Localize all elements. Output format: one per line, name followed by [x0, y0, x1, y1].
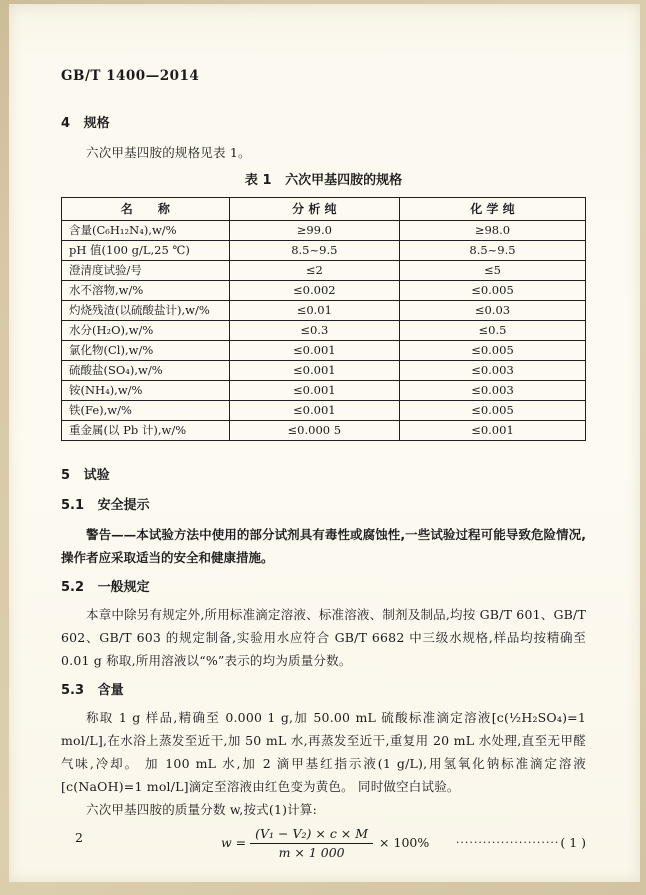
table-row: [62, 341, 586, 361]
formula-denominator: m × 1 000: [278, 845, 345, 860]
spec-analytical: ≤0.001: [229, 401, 399, 421]
spec-name: pH 值(100 g/L,25 ℃): [62, 241, 230, 261]
spec-name: 重金属(以 Pb 计),w/%: [62, 421, 230, 441]
table-row: [62, 241, 586, 261]
spec-chemical: ≤5: [399, 261, 585, 281]
spec-name: 氯化物(Cl),w/%: [62, 341, 230, 361]
spec-analytical: ≤0.001: [229, 381, 399, 401]
spec-analytical: ≤2: [229, 261, 399, 281]
spec-analytical: ≤0.002: [229, 281, 399, 301]
spec-analytical: 8.5~9.5: [229, 241, 399, 261]
formula-lhs: w =: [221, 835, 247, 850]
spec-analytical: ≤0.000 5: [229, 421, 399, 441]
spec-analytical: ≥99.0: [229, 221, 399, 241]
table-header-row: [62, 198, 586, 221]
section-5-1-heading: 5.1 安全提示: [61, 498, 150, 513]
spec-chemical: ≤0.003: [399, 361, 585, 381]
spec-analytical: ≤0.01: [229, 301, 399, 321]
column-header-name: 名 称: [62, 198, 230, 221]
general-provisions-paragraph: 本章中除另有规定外,所用标准滴定溶液、标准溶液、制剂及制品,均按 GB/T 601、GB/T 602、GB/T 603 的规定制备,实验用水应符合 GB/T 6682 中三级水规格,样品均按精确至 0.01 g 称取,所用溶液以“%”表示的均为质量分数。: [61, 607, 586, 668]
spec-chemical: ≥98.0: [399, 221, 585, 241]
spec-chemical: ≤0.03: [399, 301, 585, 321]
content-method-paragraph: 称取 1 g 样品,精确至 0.000 1 g,加 50.00 mL 硫酸标准滴定溶液[c(½H₂SO₄)=1 mol/L],在水浴上蒸发至近干,加 50 mL 水,再蒸发至近干,重复用 20 mL 水处理,直至无甲醛气味,冷却。 加 100 mL 水,加 2 滴甲基红指示液(1 g/L),用氢氧化钠标准滴定溶液[c(NaOH)=1 mol/L]滴定至溶液由红色变为黄色。 同时做空白试验。: [61, 710, 586, 794]
spec-name: 铵(NH₄),w/%: [62, 381, 230, 401]
table-row: [62, 221, 586, 241]
spec-analytical: ≤0.001: [229, 361, 399, 381]
formula-expression: [221, 825, 429, 860]
spec-chemical: ≤0.005: [399, 281, 585, 301]
page-number: 2: [75, 830, 83, 845]
page-content: [9, 4, 640, 882]
spec-analytical: ≤0.3: [229, 321, 399, 341]
spec-name: 澄清度试验/号: [62, 261, 230, 281]
formula-1: [61, 825, 586, 860]
document-page: [9, 4, 640, 882]
formula-multiplier: × 100%: [379, 835, 430, 850]
spec-chemical: ≤0.5: [399, 321, 585, 341]
section-4-intro: 六次甲基四胺的规格见表 1。: [86, 145, 251, 160]
table-row: [62, 261, 586, 281]
formula-equation-number: ( 1 ): [560, 835, 586, 850]
table-row: [62, 321, 586, 341]
standard-number-header: GB/T 1400—2014: [61, 68, 200, 84]
spec-name: 硫酸盐(SO₄),w/%: [62, 361, 230, 381]
table-row: [62, 301, 586, 321]
spec-analytical: ≤0.001: [229, 341, 399, 361]
spec-table: [61, 197, 586, 441]
section-5-heading: 5 试验: [61, 468, 110, 483]
column-header-chemical: 化 学 纯: [399, 198, 585, 221]
spec-chemical: ≤0.003: [399, 381, 585, 401]
spec-name: 水不溶物,w/%: [62, 281, 230, 301]
spec-chemical: 8.5~9.5: [399, 241, 585, 261]
formula-lead-in: 六次甲基四胺的质量分数 w,按式(1)计算:: [86, 802, 317, 817]
formula-fraction: [250, 825, 373, 860]
table-row: [62, 401, 586, 421]
spec-name: 含量(C₆H₁₂N₄),w/%: [62, 221, 230, 241]
table-row: [62, 381, 586, 401]
spec-name: 灼烧残渣(以硫酸盐计),w/%: [62, 301, 230, 321]
formula-numerator: (V₁ − V₂) × c × M: [250, 825, 373, 844]
table-row: [62, 361, 586, 381]
table-row: [62, 421, 586, 441]
spec-chemical: ≤0.005: [399, 401, 585, 421]
column-header-analytical: 分 析 纯: [229, 198, 399, 221]
section-4-heading: 4 规格: [61, 116, 110, 131]
section-5-3-heading: 5.3 含量: [61, 683, 124, 698]
section-5-2-heading: 5.2 一般规定: [61, 580, 150, 595]
spec-chemical: ≤0.001: [399, 421, 585, 441]
spec-chemical: ≤0.005: [399, 341, 585, 361]
formula-dot-leader: ·······················: [455, 836, 560, 849]
spec-name: 铁(Fe),w/%: [62, 401, 230, 421]
safety-warning-paragraph: 警告——本试验方法中使用的部分试剂具有毒性或腐蚀性,一些试验过程可能导致危险情况,操作者应采取适当的安全和健康措施。: [61, 527, 586, 565]
table-1-caption: 表 1 六次甲基四胺的规格: [244, 173, 403, 188]
spec-name: 水分(H₂O),w/%: [62, 321, 230, 341]
table-row: [62, 281, 586, 301]
